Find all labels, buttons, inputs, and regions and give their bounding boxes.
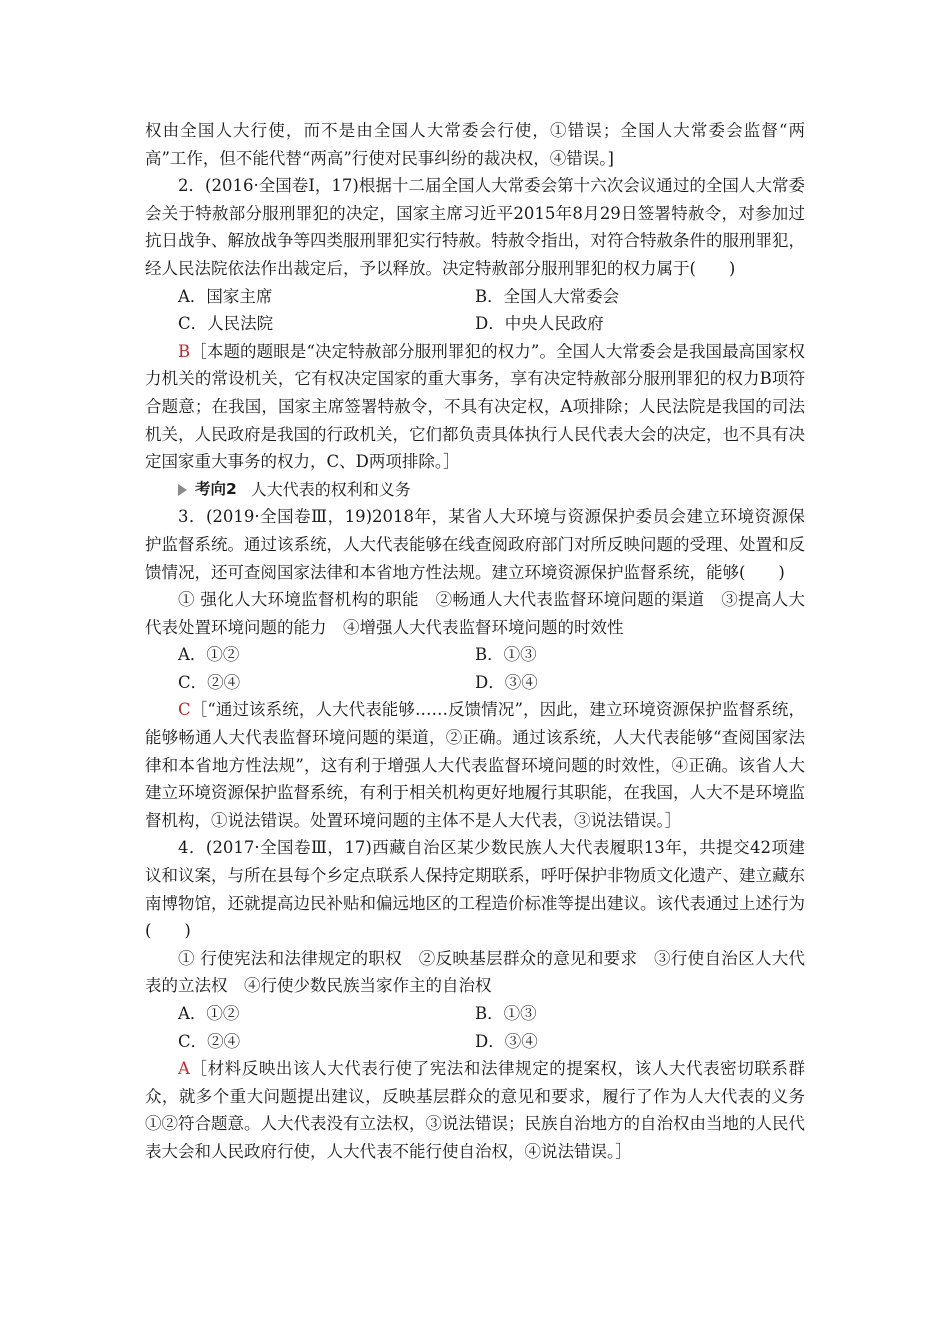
q2-explanation: ［本题的题眼是“决定特赦部分服刑罪犯的权力”。全国人大常委会是我国最高国家权力机关的常设机关，它有权决定国家的重大事务，享有决定特赦部分服刑罪犯的权力B项符合题意；在我国，国家主席签署特赦令，不具有决定权，A项排除；人民法院是我国的司法机关，人民政府是我国的行政机关，它们都负责具体执行人民代表大会的决定，也不具有决定国家重大事务的权力，C、D两项排除。］ (145, 341, 805, 472)
q4-explanation: ［材料反映出该人大代表行使了宪法和法律规定的提案权，该人大代表密切联系群众，就多个重大问题提出建议，反映基层群众的意见和要求，履行了作为人大代表的义务①②符合题意。人大代表没有立法权，③说法错误；民族自治地方的自治权由当地的人民代表大会和人民政府行使，人大代表不能行使自治权，④说法错误。］ (145, 1059, 805, 1161)
q3-answer-letter: C (178, 700, 191, 720)
q3-options-row-1 (145, 641, 805, 669)
q3-option-d: D．③④ (475, 672, 538, 692)
q2-option-a: A．国家主席 (178, 286, 273, 306)
q4-statements: ① 行使宪法和法律规定的职权 ②反映基层群众的意见和要求 ③行使自治区人大代表的立法权 ④行使少数民族当家作主的自治权 (145, 948, 805, 996)
q2-answer-letter: B (178, 341, 191, 361)
triangle-bullet-icon (178, 484, 187, 496)
q2-option-d: D．中央人民政府 (475, 314, 604, 334)
q3-stem: 3．(2019·全国卷Ⅲ，19)2018年，某省人大环境与资源保护委员会建立环境资源保护监督系统。通过该系统，人大代表能够在线查阅政府部门对所反映问题的受理、处置和反馈情况，还可查阅国家法律和本省地方性法规。建立环境资源保护监督系统，能够( ) (145, 507, 805, 582)
section-title: 人大代表的权利和义务 (250, 479, 411, 499)
q3-answer (145, 696, 805, 834)
q4-options-row-2 (145, 1028, 805, 1056)
section-label: 考向2 (195, 479, 237, 498)
q4-answer (145, 1055, 805, 1165)
q4-option-c: C．②④ (178, 1031, 241, 1051)
q4-answer-letter: A (178, 1059, 190, 1079)
q2-stem: 2．(2016·全国卷Ⅰ，17)根据十二届全国人大常委会第十六次会议通过的全国人大常委会关于特赦部分服刑罪犯的决定，国家主席习近平2015年8月29日签署特赦令，对参加过抗日战争、解放战争等四类服刑罪犯实行特赦。特赦令指出，对符合特赦条件的服刑罪犯，经人民法院依法作出裁定后，予以释放。决定特赦部分服刑罪犯的权力属于( ) (145, 176, 805, 278)
q4-stem: 4．(2017·全国卷Ⅲ，17)西藏自治区某少数民族人大代表履职13年，共提交42项建议和议案，与所在县每个乡定点联系人保持定期联系，呼吁保护非物质文化遗产、建立藏东南博物馆，还就提高边民补贴和偏远地区的工程造价标准等提出建议。该代表通过上述行为( ) (145, 838, 805, 941)
q4-option-d: D．③④ (475, 1031, 538, 1051)
q3-option-b: B．①③ (475, 645, 537, 665)
q4-option-b: B．①③ (475, 1004, 537, 1023)
q2-answer (145, 338, 805, 476)
q3-explanation: ［“通过该系统，人大代表能够……反馈情况”，因此，建立环境资源保护监督系统，能够畅通人大代表监督环境问题的渠道，②正确。通过该系统，人大代表能够“查阅国家法律和本省地方性法规”，这有利于增强人大代表监督环境问题的时效性，④正确。该省人大建立环境资源保护监督系统，有利于相关机构更好地履行其职能，在我国，人大不是环境监督机构，①说法错误。处置环境问题的主体不是人大代表，③说法错误。］ (145, 700, 805, 830)
intro-paragraph: 权由全国人大行使，而不是由全国人大常委会行使，①错误；全国人大常委会监督“两高”工作，但不能代替“两高”行使对民事纠纷的裁决权，④错误。] (145, 121, 805, 168)
q2-options-row-1 (145, 283, 805, 311)
q2-options-row-2 (145, 310, 805, 338)
q2-option-c: C．人民法院 (178, 314, 274, 334)
q3-option-a: A．①② (178, 645, 240, 665)
section-heading (145, 476, 805, 504)
q3-option-c: C．②④ (178, 672, 241, 692)
q3-statements: ① 强化人大环境监督机构的职能 ②畅通人大代表监督环境问题的渠道 ③提高人大代表处置环境问题的能力 ④增强人大代表监督环境问题的时效性 (145, 590, 805, 637)
q3-options-row-2 (145, 669, 805, 697)
q4-option-a: A．①② (178, 1004, 240, 1023)
q4-options-row-1 (145, 1000, 805, 1028)
q2-option-b: B．全国人大常委会 (475, 286, 620, 306)
